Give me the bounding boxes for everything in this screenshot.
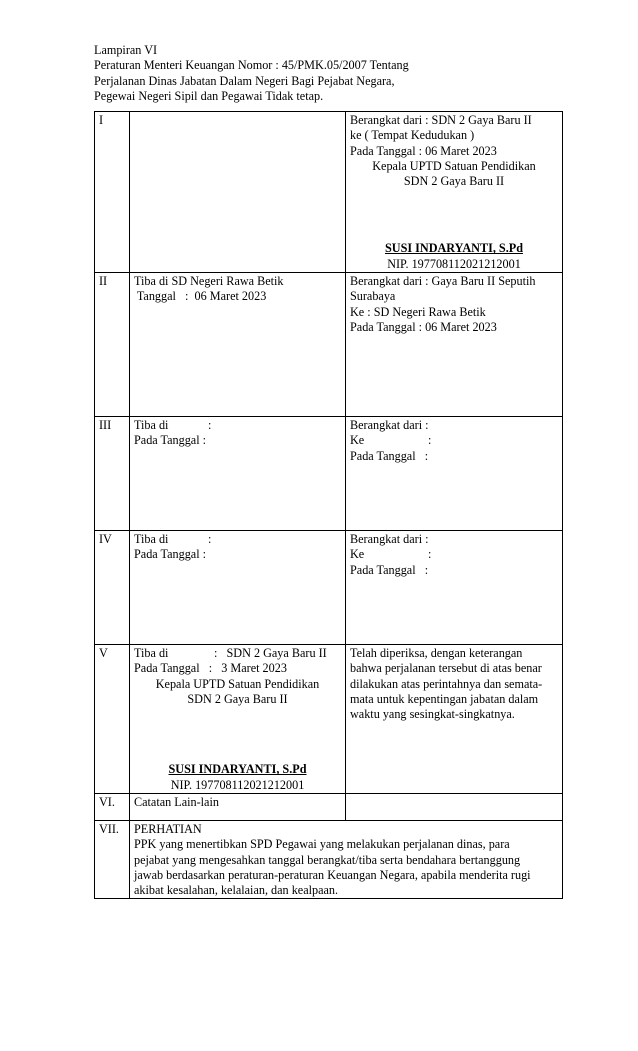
- table-row: [95, 645, 563, 794]
- departure-date: Pada Tanggal : 06 Maret 2023: [350, 143, 497, 158]
- departure-cell: [346, 531, 563, 645]
- row-number: I: [95, 112, 130, 273]
- table-row: [95, 794, 563, 821]
- arrival-place-colon: :: [208, 532, 212, 546]
- attention-line-3: jawab berdasarkan peraturan-peraturan Keuangan Negara, apabila menderita rugi: [134, 867, 531, 882]
- attachment-label: Lampiran VI: [94, 43, 158, 57]
- regulation-line-2: Perjalanan Dinas Jabatan Dalam Negeri Bagi Pejabat Negara,: [94, 73, 395, 88]
- departure-date-label: Pada Tanggal :: [350, 448, 429, 463]
- arrival-date-label: Pada Tanggal :: [134, 433, 207, 448]
- row-number: VII.: [95, 821, 130, 899]
- attention-line-2: pejabat yang mengesahkan tanggal berangkat/tiba serta bendahara bertanggung: [134, 852, 521, 867]
- empty-cell: [130, 112, 346, 273]
- arrival-cell: [130, 417, 346, 531]
- arrival-cell: [130, 645, 346, 794]
- arrival-place: Tiba di SD Negeri Rawa Betik: [134, 274, 284, 288]
- verification-line-1: Telah diperiksa, dengan keterangan: [350, 646, 523, 660]
- arrival-place-label: Tiba di: [134, 646, 169, 660]
- signatory-name: SUSI INDARYANTI, S.Pd: [385, 241, 523, 256]
- departure-to: Ke : SD Negeri Rawa Betik: [350, 304, 486, 319]
- departure-from: Berangkat dari : SDN 2 Gaya Baru II: [350, 113, 532, 127]
- arrival-date: Pada Tanggal : 3 Maret 2023: [134, 661, 287, 676]
- document-header: [94, 43, 564, 104]
- attention-line-1: PPK yang menertibkan SPD Pegawai yang melakukan perjalanan dinas, para: [134, 837, 510, 852]
- official-title: Kepala UPTD Satuan Pendidikan: [372, 158, 536, 173]
- regulation-line-3: Pegewai Negeri Sipil dan Pegawai Tidak tetap.: [94, 88, 324, 103]
- official-title: Kepala UPTD Satuan Pendidikan: [155, 676, 320, 691]
- departure-to-label: Ke: [350, 547, 365, 562]
- attention-line-4: akibat kesalahan, kelalaian, dan kealpaan.: [134, 883, 339, 898]
- verification-line-3: dilakukan atas perintahnya dan semata-: [350, 676, 543, 691]
- departure-date: Pada Tanggal : 06 Maret 2023: [350, 319, 497, 334]
- departure-to-label: Ke: [350, 433, 365, 448]
- arrival-date-label: Pada Tanggal :: [134, 547, 207, 562]
- arrival-date: Tanggal : 06 Maret 2023: [134, 289, 267, 304]
- departure-cell: [346, 417, 563, 531]
- attention-cell: [130, 821, 563, 899]
- verification-line-5: waktu yang sesingkat-singkatnya.: [350, 707, 515, 722]
- departure-from-label: Berangkat dari :: [350, 532, 429, 546]
- signatory-name: SUSI INDARYANTI, S.Pd: [168, 762, 307, 777]
- verification-line-2: bahwa perjalanan tersebut di atas benar: [350, 661, 542, 676]
- departure-from-label: Berangkat dari :: [350, 418, 429, 432]
- departure-to-colon: :: [428, 433, 432, 448]
- signatory-nip: NIP. 197708112021212001: [170, 777, 305, 792]
- regulation-line-1: Peraturan Menteri Keuangan Nomor : 45/PMK.05/2007 Tentang: [94, 58, 409, 73]
- departure-cell: [346, 112, 563, 273]
- row-number: VI.: [95, 794, 130, 821]
- arrival-place-label: Tiba di: [134, 532, 169, 546]
- notes-value: [346, 794, 563, 821]
- attention-title: PERHATIAN: [134, 822, 202, 836]
- departure-from-cont: Surabaya: [350, 289, 396, 304]
- row-number: II: [95, 273, 130, 417]
- verification-cell: [346, 645, 563, 794]
- arrival-place-label: Tiba di: [134, 418, 169, 432]
- travel-form-table: [94, 111, 563, 899]
- table-row: [95, 417, 563, 531]
- verification-line-4: mata untuk kepentingan jabatan dalam: [350, 691, 539, 706]
- row-number: III: [95, 417, 130, 531]
- arrival-cell: [130, 531, 346, 645]
- departure-from: Berangkat dari : Gaya Baru II Seputih: [350, 274, 536, 288]
- signatory-nip: NIP. 197708112021212001: [387, 256, 521, 271]
- official-school: SDN 2 Gaya Baru II: [187, 691, 288, 706]
- departure-cell: [346, 273, 563, 417]
- table-row: [95, 821, 563, 899]
- arrival-place-colon: :: [208, 418, 212, 432]
- table-row: [95, 273, 563, 417]
- arrival-place-value: : SDN 2 Gaya Baru II: [214, 646, 327, 660]
- table-row: [95, 531, 563, 645]
- table-row: [95, 112, 563, 273]
- row-number: V: [95, 645, 130, 794]
- official-school: SDN 2 Gaya Baru II: [403, 174, 505, 189]
- row-number: IV: [95, 531, 130, 645]
- departure-to-colon: :: [428, 547, 432, 562]
- arrival-cell: [130, 273, 346, 417]
- departure-date-label: Pada Tanggal :: [350, 562, 429, 577]
- departure-to: ke ( Tempat Kedudukan ): [350, 128, 475, 143]
- notes-label: Catatan Lain-lain: [130, 794, 346, 821]
